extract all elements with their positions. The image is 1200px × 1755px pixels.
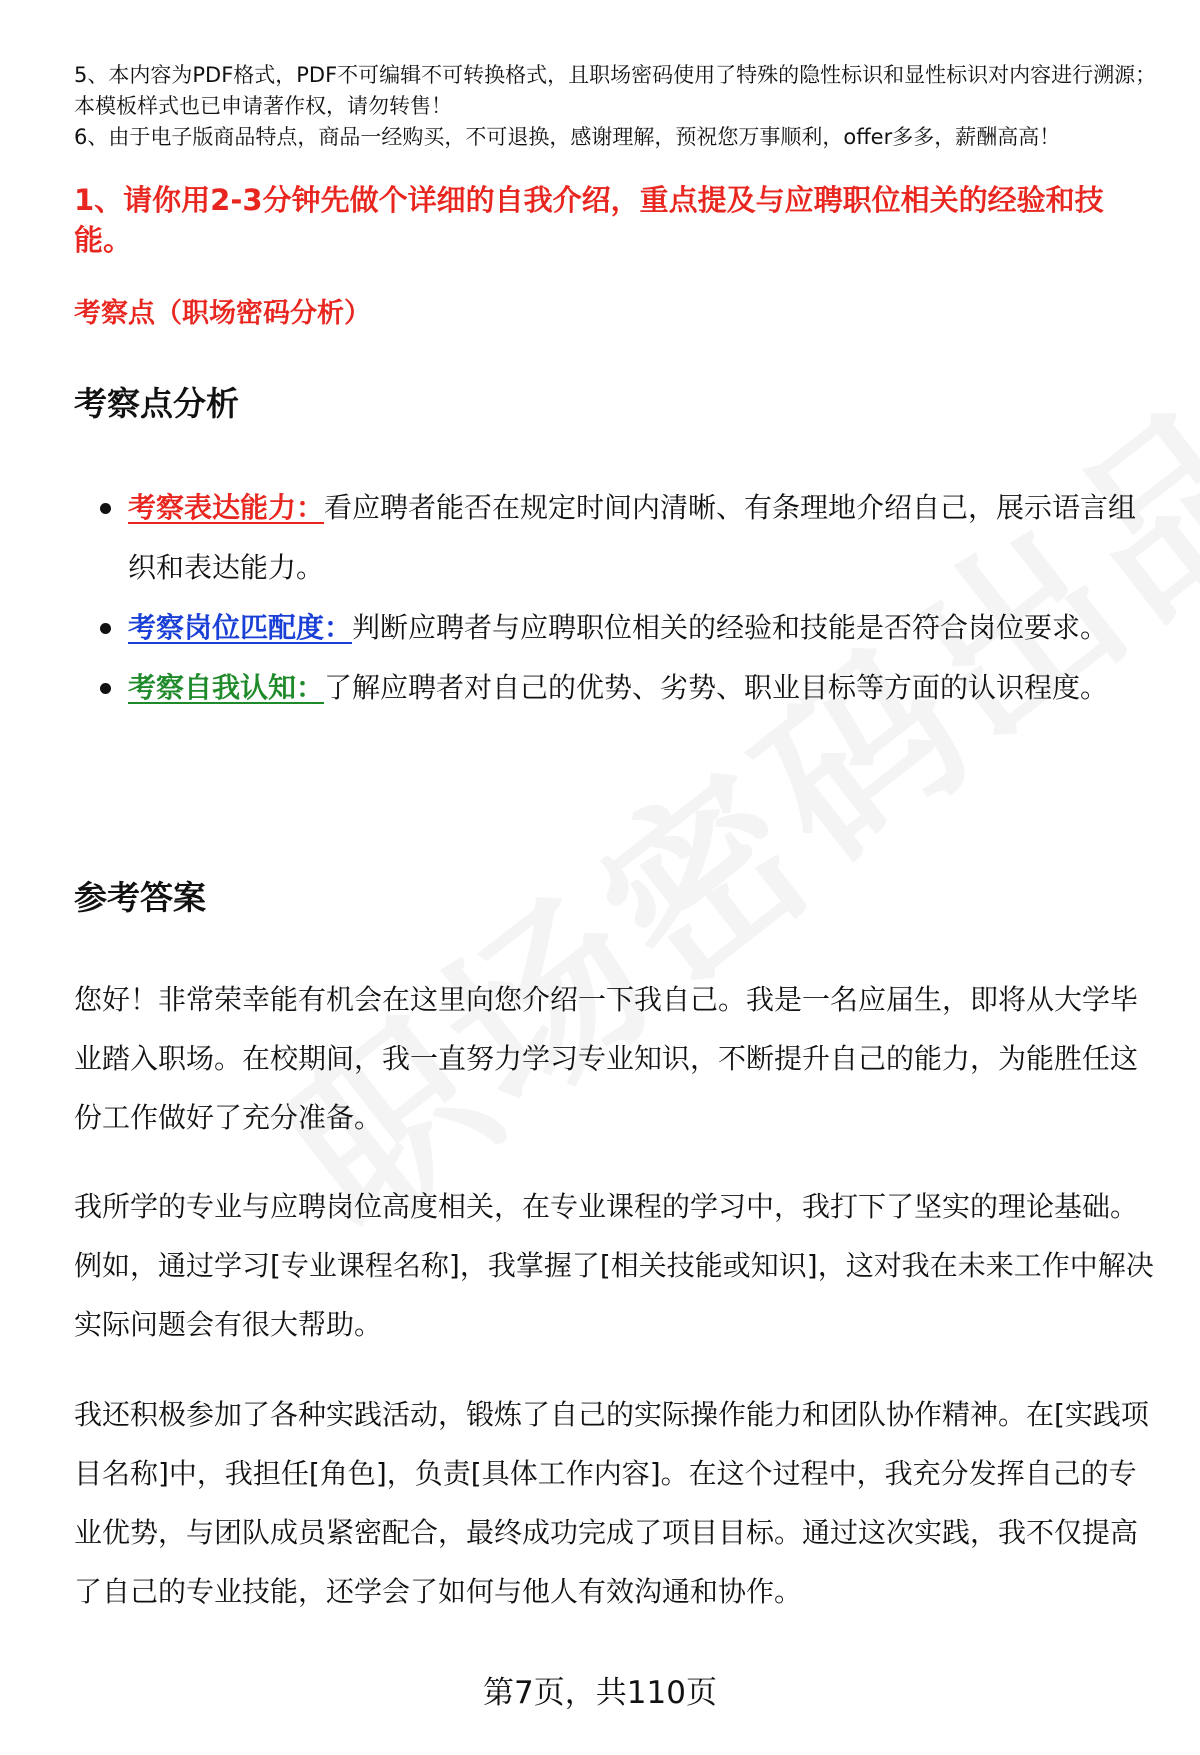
bullet-dot [100,503,111,514]
analysis-text-expression: 看应聘者能否在规定时间内清晰、有条理地介绍自己，展示语言组织和表达能力。 [128,491,1137,584]
analysis-item-expression [74,478,1154,598]
answer-heading: 参考答案 [74,878,206,917]
note-6: 6、由于电子版商品特点，商品一经购买，不可退换，感谢理解，预祝您万事顺利，offer多多，薪酬高高！ [74,125,1061,149]
kaochadian-label: 考察点（职场密码分析） [74,298,371,329]
bullet-dot [100,683,111,694]
answer-paragraph-3: 我还积极参加了各种实践活动，锻炼了自己的实际操作能力和团队协作精神。在[实践项目名称]中，我担任[角色]，负责[具体工作内容]。在这个过程中，我充分发挥自己的专业优势，与团队成员紧密配合，最终成功完成了项目目标。通过这次实践，我不仅提高了自己的专业技能，还学会了如何与他人有效沟通和协作。 [74,1398,1149,1608]
answer-paragraph-1: 您好！非常荣幸能有机会在这里向您介绍一下我自己。我是一名应届生，即将从大学毕业踏入职场。在校期间，我一直努力学习专业知识，不断提升自己的能力，为能胜任这份工作做好了充分准备。 [74,983,1139,1134]
analysis-heading: 考察点分析 [74,384,239,423]
note-5: 5、本内容为PDF格式，PDF不可编辑不可转换格式，且职场密码使用了特殊的隐性标识和显性标识对内容进行溯源；本模板样式也已申请著作权，请勿转售！ [74,63,1157,118]
question-title: 1、请你用2-3分钟先做个详细的自我介绍，重点提及与应聘职位相关的经验和技能。 [74,183,1104,257]
answer-paragraph-2: 我所学的专业与应聘岗位高度相关，在专业课程的学习中，我打下了坚实的理论基础。例如，通过学习[专业课程名称]，我掌握了[相关技能或知识]，这对我在未来工作中解决实际问题会有很大帮助。 [74,1190,1154,1341]
analysis-list [74,478,1154,718]
analysis-key-fit: 考察岗位匹配度： [128,611,353,644]
analysis-key-expression: 考察表达能力： [128,491,325,524]
page-number: 第7页，共110页 [483,1675,717,1711]
analysis-item-fit [74,598,1154,658]
bullet-dot [100,623,111,634]
analysis-text-selfaware: 了解应聘者对自己的优势、劣势、职业目标等方面的认识程度。 [324,671,1109,704]
analysis-text-fit: 判断应聘者与应聘职位相关的经验和技能是否符合岗位要求。 [352,611,1109,644]
analysis-item-selfaware [74,658,1154,718]
analysis-key-selfaware: 考察自我认知： [128,671,325,704]
notes-block [74,60,1164,153]
